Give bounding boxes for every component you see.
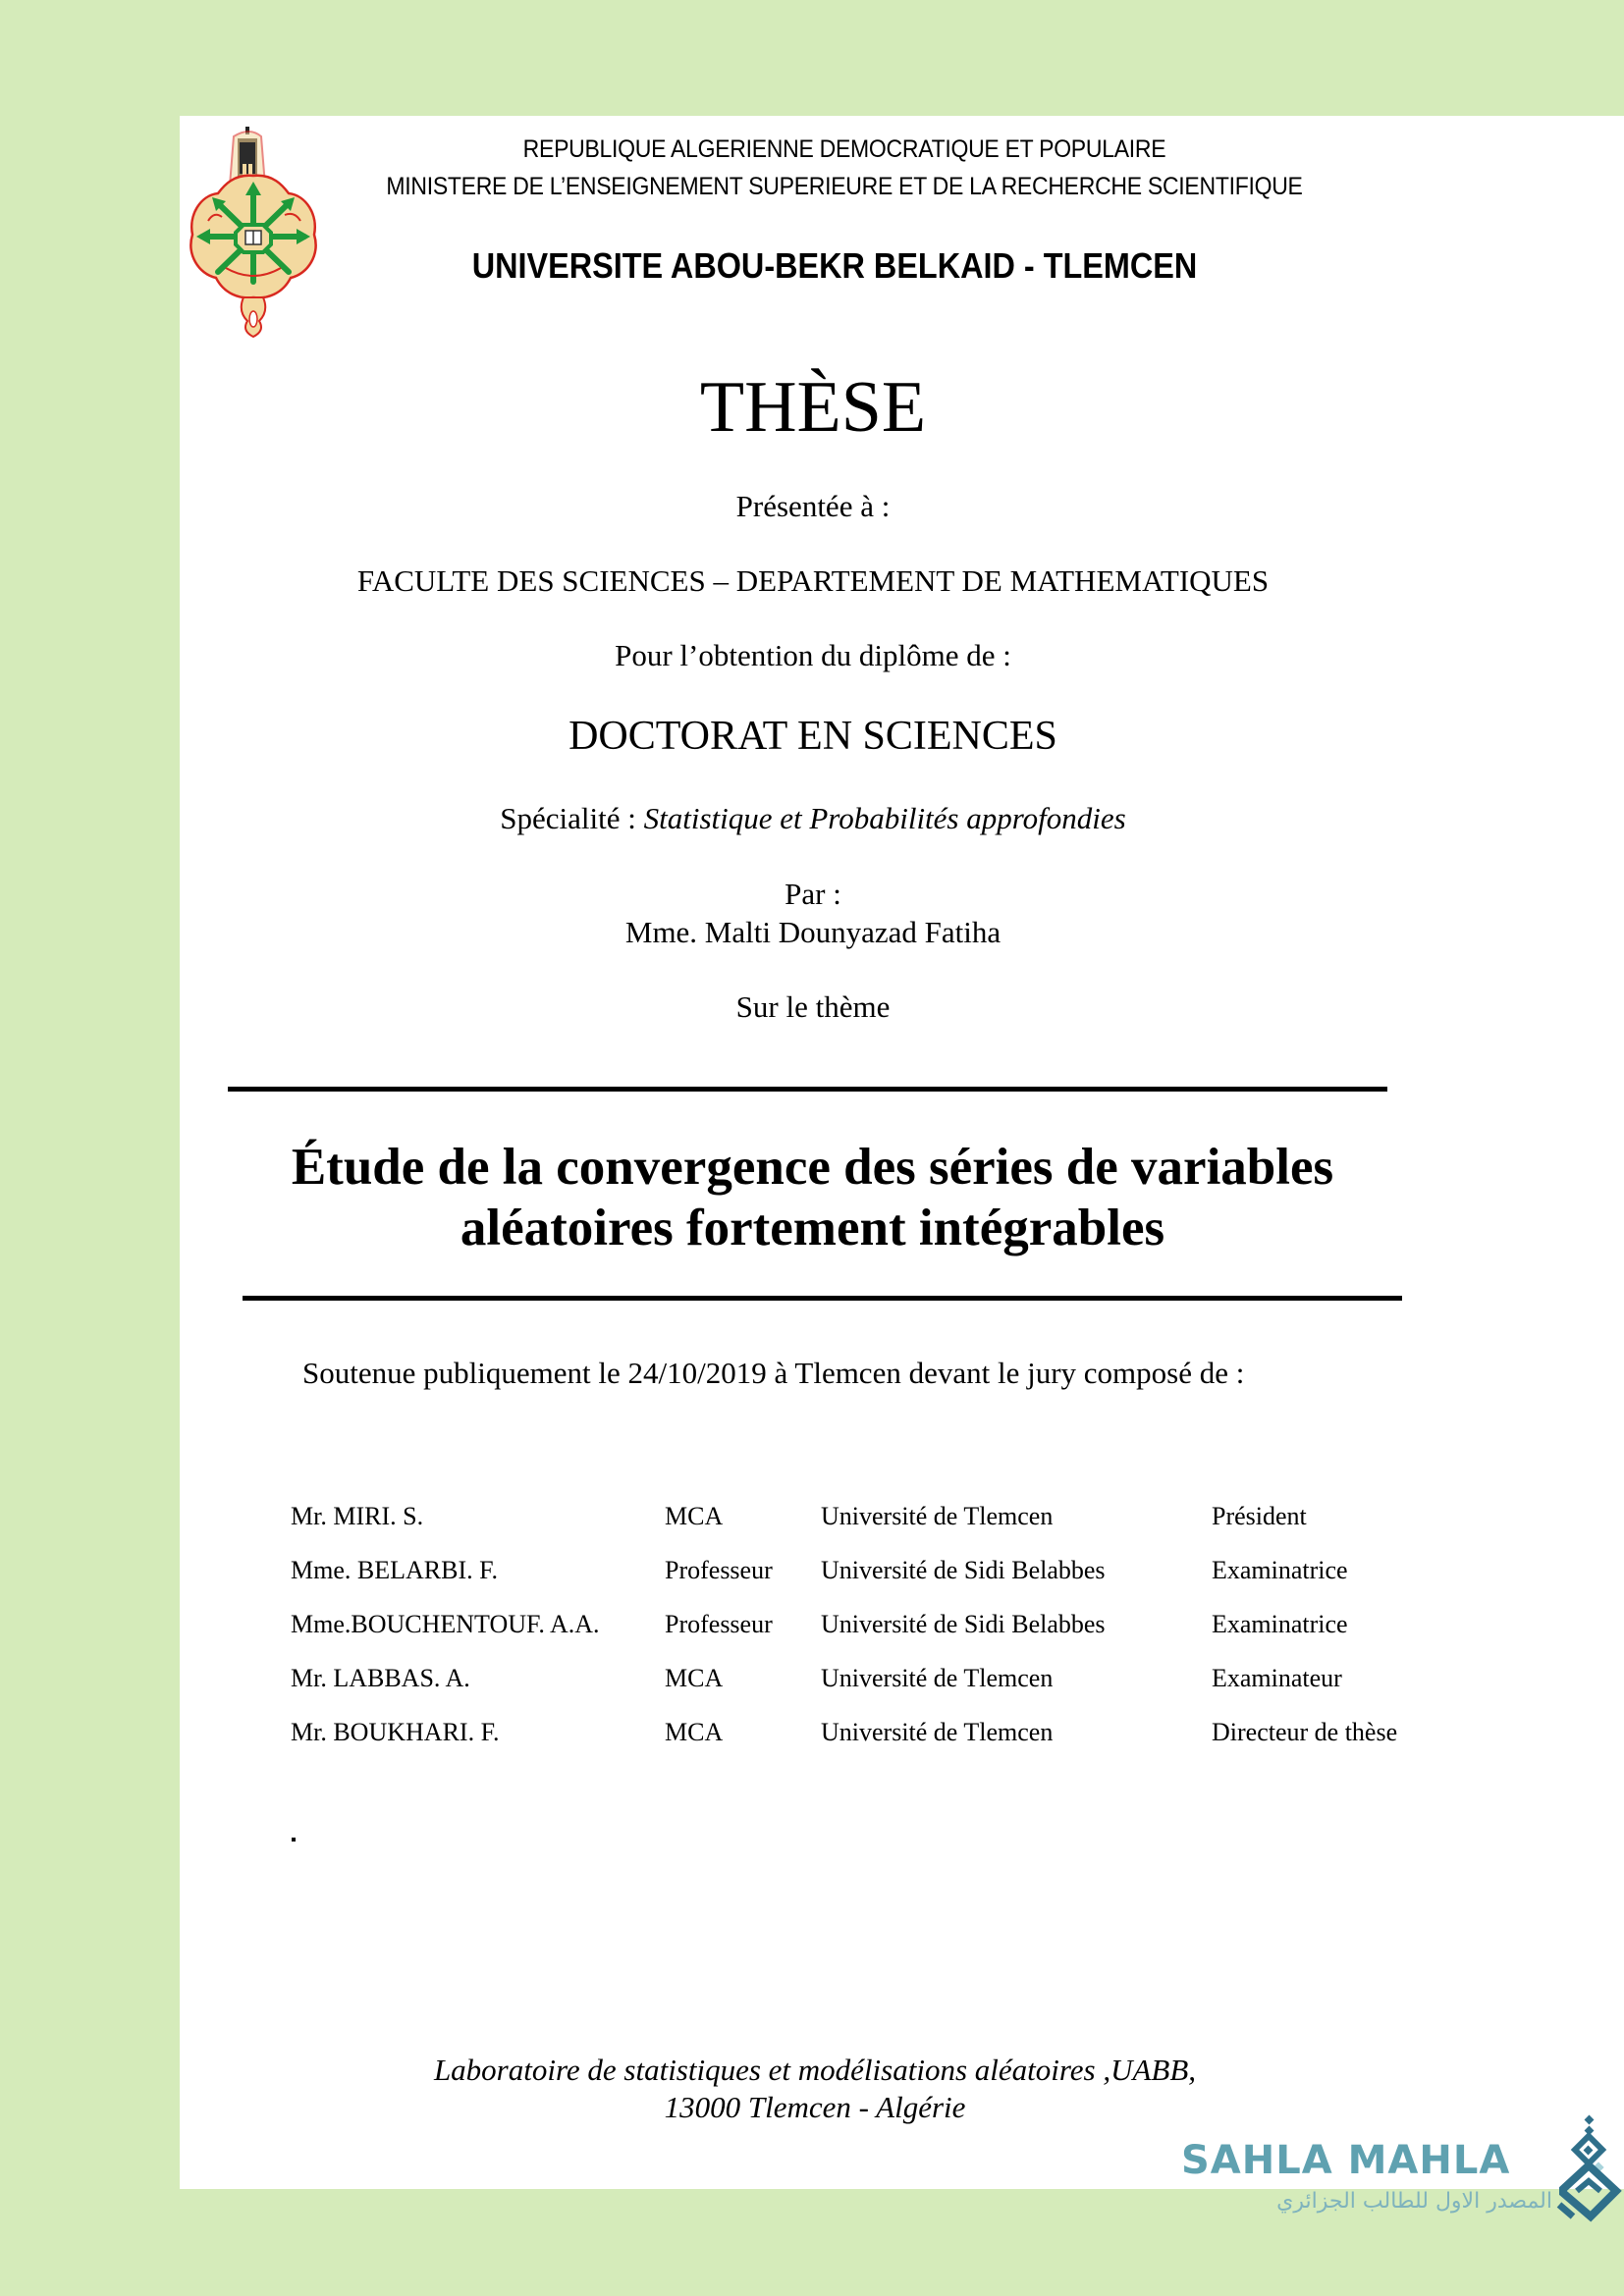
theme-label: Sur le thème: [735, 989, 891, 1024]
jury-role: Examinateur: [1212, 1664, 1342, 1692]
jury-role: Président: [1212, 1502, 1307, 1530]
jury-name: Mme.BOUCHENTOUF. A.A.: [291, 1610, 600, 1638]
republic-heading: REPUBLIQUE ALGERIENNE DEMOCRATIQUE ET POPULAIRE: [522, 135, 1166, 163]
ministry-heading: MINISTERE DE L’ENSEIGNEMENT SUPERIEURE ET DE LA RECHERCHE SCIENTIFIQUE: [386, 173, 1303, 200]
jury-institution: Université de Sidi Belabbes: [821, 1556, 1106, 1584]
jury-name: Mr. LABBAS. A.: [291, 1664, 470, 1692]
author-by-label: Par :: [785, 877, 841, 911]
jury-grade: MCA: [665, 1664, 724, 1692]
jury-table: [291, 1502, 1430, 1757]
jury-grade: MCA: [665, 1502, 724, 1530]
presented-to-label: Présentée à :: [735, 489, 891, 523]
laboratory-line-1: Laboratoire de statistiques et modélisations aléatoires ,UABB,: [433, 2053, 1197, 2087]
degree-name: DOCTORAT EN SCIENCES: [568, 714, 1057, 759]
thesis-title-line-2: aléatoires fortement intégrables: [460, 1200, 1165, 1256]
jury-role: Directeur de thèse: [1212, 1718, 1398, 1746]
title-top-rule: [228, 1087, 1387, 1092]
jury-institution: Université de Tlemcen: [821, 1502, 1054, 1530]
jury-grade: Professeur: [665, 1610, 773, 1638]
jury-institution: Université de Sidi Belabbes: [821, 1610, 1106, 1638]
university-crest-icon: [187, 125, 320, 344]
jury-role: Examinatrice: [1212, 1610, 1348, 1638]
speciality-line: [180, 801, 1446, 836]
title-bottom-rule: [243, 1296, 1402, 1301]
speciality-value: Statistique et Probabilités approfondies: [643, 801, 1126, 835]
author-name: Mme. Malti Dounyazad Fatiha: [624, 915, 1001, 949]
jury-grade: MCA: [665, 1718, 724, 1746]
trailing-period-mark: [292, 1838, 296, 1842]
jury-institution: Université de Tlemcen: [821, 1718, 1054, 1746]
degree-intro: Pour l’obtention du diplôme de :: [615, 638, 1011, 672]
watermark-tagline: المصدر الاول للطالب الجزائري: [1276, 2189, 1552, 2214]
speciality-label: Spécialité :: [500, 801, 644, 835]
document-type-heading: THÈSE: [699, 367, 927, 448]
jury-institution: Université de Tlemcen: [821, 1664, 1054, 1692]
sahla-mahla-logo-icon: [1555, 2114, 1624, 2227]
jury-name: Mme. BELARBI. F.: [291, 1556, 498, 1584]
faculty-department: FACULTE DES SCIENCES – DEPARTEMENT DE MATHEMATIQUES: [356, 563, 1270, 598]
thesis-title-line-1: Étude de la convergence des séries de variables: [291, 1139, 1334, 1196]
laboratory-line-2: 13000 Tlemcen - Algérie: [664, 2090, 966, 2124]
jury-role: Examinatrice: [1212, 1556, 1348, 1584]
defense-statement: Soutenue publiquement le 24/10/2019 à Tlemcen devant le jury composé de :: [302, 1356, 1245, 1390]
jury-name: Mr. MIRI. S.: [291, 1502, 424, 1530]
university-name: UNIVERSITE ABOU-BEKR BELKAID - TLEMCEN: [471, 245, 1198, 286]
jury-grade: Professeur: [665, 1556, 773, 1584]
watermark-brand: SAHLA MAHLA: [1181, 2138, 1511, 2183]
jury-name: Mr. BOUKHARI. F.: [291, 1718, 500, 1746]
